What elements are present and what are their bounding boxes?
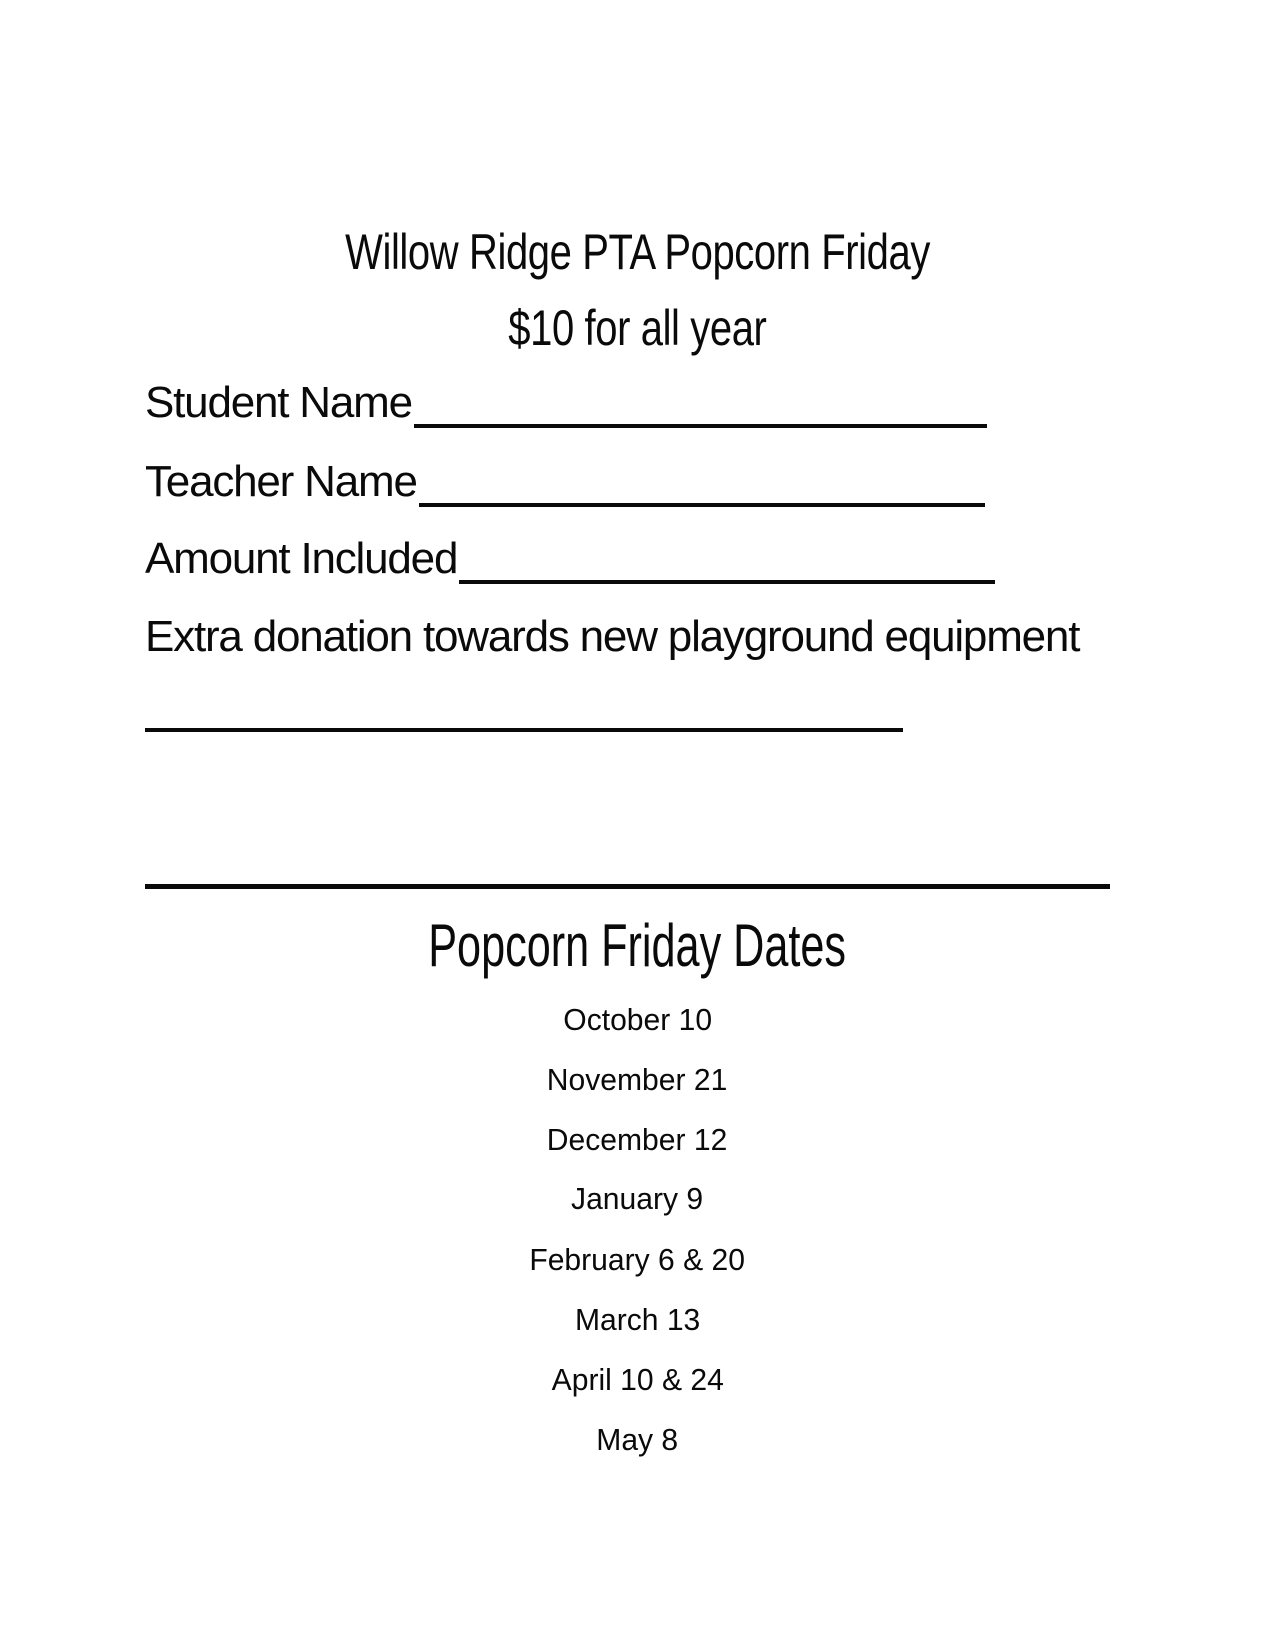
popcorn-date-december xyxy=(0,1124,1275,1155)
amount-included-label: Amount Included xyxy=(145,534,458,583)
popcorn-date-march xyxy=(0,1304,1275,1335)
flyer-title-text: Willow Ridge PTA Popcorn Friday xyxy=(345,224,930,280)
tear-off-divider-line xyxy=(145,884,1110,889)
popcorn-date-january xyxy=(0,1183,1275,1214)
donation-prompt-label: Extra donation towards new playground equipment xyxy=(145,612,1080,661)
date-text: October 10 xyxy=(563,1002,712,1037)
date-text: December 12 xyxy=(547,1122,728,1157)
student-name-fill-line xyxy=(414,424,987,428)
amount-included-fill-line xyxy=(459,580,995,584)
form-row-donation-prompt xyxy=(145,611,1145,662)
popcorn-date-november xyxy=(0,1064,1275,1095)
date-text: November 21 xyxy=(547,1062,728,1097)
dates-heading-text: Popcorn Friday Dates xyxy=(428,912,847,979)
date-text: February 6 & 20 xyxy=(529,1242,746,1277)
date-text: March 13 xyxy=(574,1302,701,1337)
popcorn-date-april xyxy=(0,1364,1275,1395)
flyer-title xyxy=(0,224,1275,280)
popcorn-date-may xyxy=(0,1424,1275,1455)
flyer-subtitle xyxy=(0,300,1275,356)
flyer-subtitle-text: $10 for all year xyxy=(508,300,767,356)
dates-section-heading xyxy=(0,912,1275,979)
teacher-name-fill-line xyxy=(419,503,985,507)
student-name-label: Student Name xyxy=(145,378,412,427)
date-text: January 9 xyxy=(571,1181,704,1216)
form-row-student-name xyxy=(145,377,987,428)
donation-blank-line xyxy=(145,728,903,732)
popcorn-date-february xyxy=(0,1244,1275,1275)
date-text: April 10 & 24 xyxy=(551,1362,724,1397)
form-row-amount-included xyxy=(145,533,995,584)
popcorn-date-october xyxy=(0,1004,1275,1035)
teacher-name-label: Teacher Name xyxy=(145,457,417,506)
form-row-teacher-name xyxy=(145,456,985,507)
date-text: May 8 xyxy=(596,1422,679,1457)
